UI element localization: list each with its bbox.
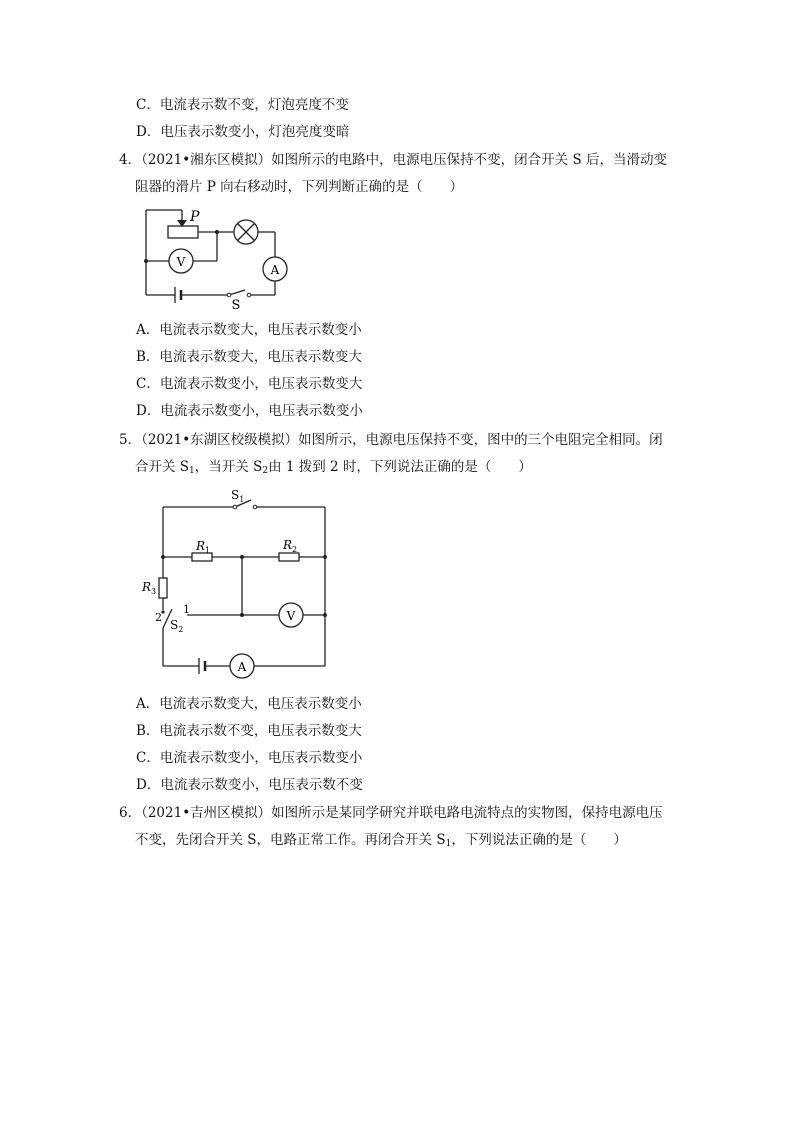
q5-s1-label: $S_1$ — [231, 488, 245, 504]
q5-stem-line2: 合开关 $S_1$，当开关 $S_2$由 1 拨到 2 时，下列说法正确的是（ ） — [135, 459, 532, 476]
q3-option-c: C．电流表示数不变，灯泡亮度不变 — [136, 97, 349, 113]
q4-stem-line1: 4．（2021•湘东区模拟）如图所示的电路中，电源电压保持不变，闭合开关 S 后，当滑动变 — [119, 152, 667, 168]
q4-option-b: B．电流表示数变大，电压表示数变大 — [136, 349, 362, 365]
q4-voltmeter-label: V — [176, 255, 186, 269]
q6-stem-line1: 6．（2021•吉州区模拟）如图所示是某同学研究并联电路电流特点的实物图，保持电源电压 — [119, 805, 663, 821]
q5-s2-label: $S_2$ — [170, 618, 184, 634]
q3-option-d: D．电压表示数变小，灯泡亮度变暗 — [136, 124, 350, 140]
q5-ammeter-label: A — [237, 660, 247, 674]
q5-r1-label: $R_1$ — [196, 539, 211, 555]
q5-option-c: C．电流表示数变小，电压表示数变小 — [136, 750, 363, 766]
q5-option-b: B．电流表示数不变，电压表示数变大 — [136, 723, 362, 739]
q4-ammeter-label: A — [270, 263, 280, 277]
q5-voltmeter-label: V — [286, 609, 296, 623]
q4-option-c: C．电流表示数变小，电压表示数变大 — [136, 376, 363, 392]
q5-switch-position-1: 1 — [183, 603, 190, 616]
q5-option-a: A．电流表示数变大，电压表示数变小 — [136, 696, 362, 712]
q4-switch-label: S — [231, 298, 241, 313]
q5-option-d: D．电流表示数变小，电压表示数不变 — [136, 777, 363, 793]
q4-stem-line2: 阻器的滑片 P 向右移动时，下列判断正确的是（ ） — [135, 179, 464, 195]
q5-r2-label: $R_2$ — [283, 538, 298, 554]
q4-circuit-diagram — [130, 200, 300, 315]
q4-p-label: P — [190, 209, 200, 225]
q5-r3-label: $R_3$ — [142, 580, 157, 596]
q5-switch-position-2: 2 — [155, 611, 162, 624]
q5-stem-line1: 5．（2021•东湖区校级模拟）如图所示，电源电压保持不变，图中的三个电阻完全相同。闭 — [119, 432, 663, 448]
q4-option-a: A．电流表示数变大，电压表示数变小 — [136, 322, 362, 338]
q6-stem-line2: 不变，先闭合开关 S，电路正常工作。再闭合开关 $S_1$，下列说法正确的是（ ） — [135, 832, 627, 849]
q5-circuit-diagram — [135, 485, 335, 680]
q4-option-d: D．电流表示数变小，电压表示数变小 — [136, 403, 363, 419]
